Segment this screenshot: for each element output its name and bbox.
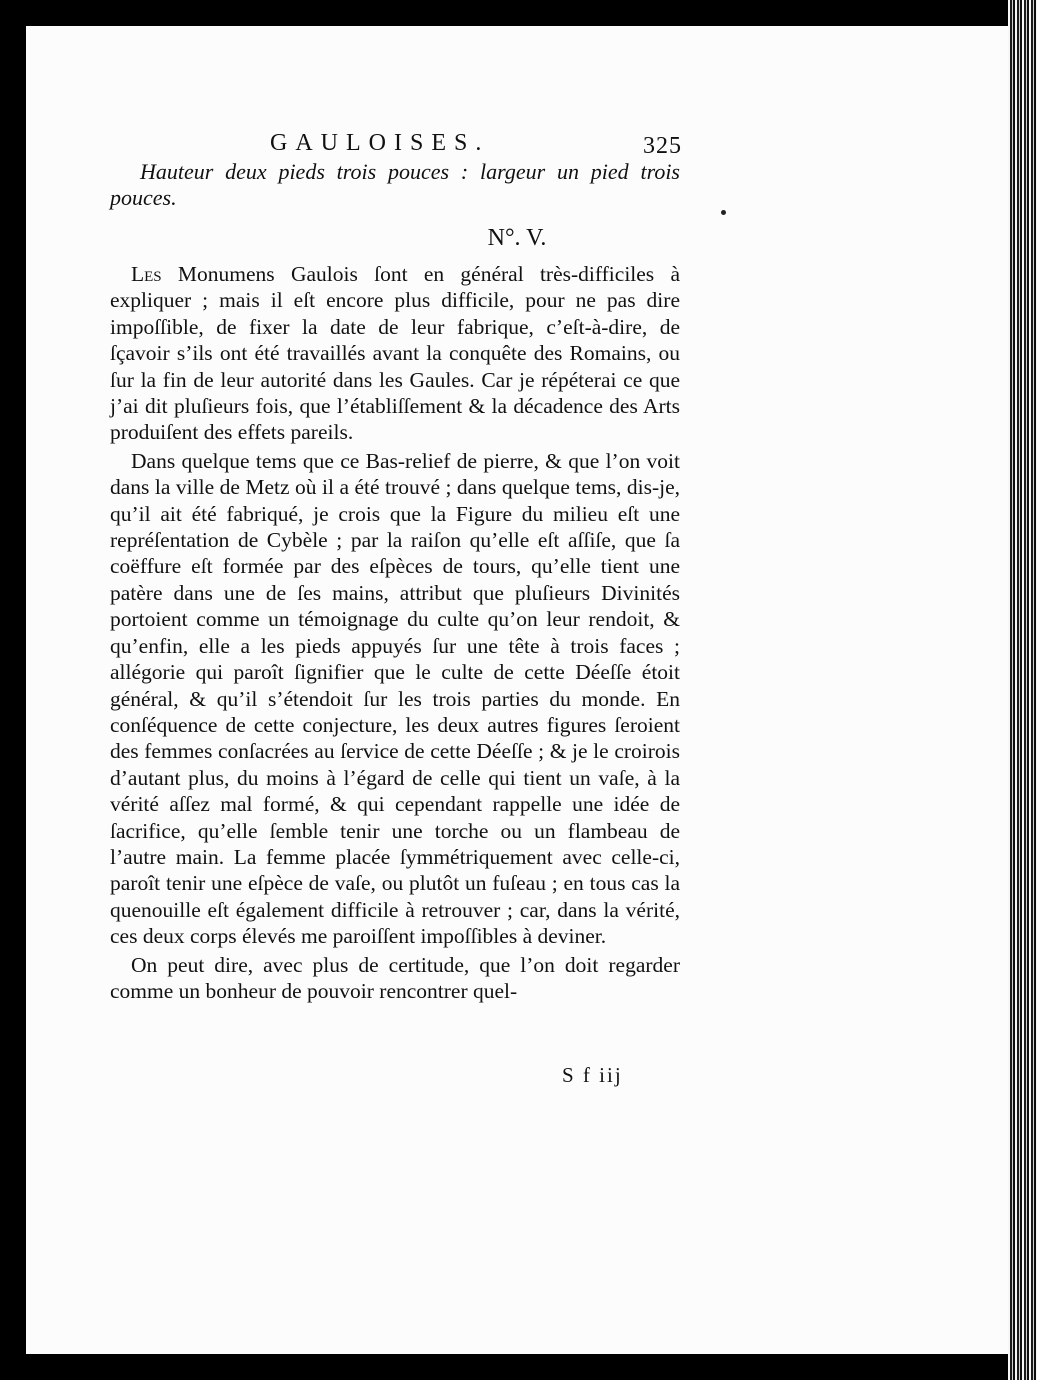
body-text [110, 261, 680, 1004]
paragraph-lead: Les [131, 262, 162, 286]
book-edge [1008, 0, 1037, 1380]
paragraph [110, 261, 680, 446]
dimensions-line-1: Hauteur deux pieds trois pouces : largeur un pied trois [140, 159, 680, 184]
dimensions-caption [110, 159, 680, 211]
signature-mark: S f iij [562, 1063, 623, 1087]
paragraph [110, 448, 680, 950]
section-title: N°. V. [487, 225, 547, 251]
paragraph-text: On peut dire, avec plus de certitude, que l’on doit regarder comme un bonheur de pouvoir rencontrer quel- [110, 952, 680, 1003]
paragraph [110, 952, 680, 1005]
book-page [26, 26, 1008, 1354]
dimensions-line-2: pouces. [110, 185, 177, 210]
paragraph-text: Monumens Gaulois ſont en général très-difficiles à expliquer ; mais il eſt encore plus difficile, pour ne pas dire impoſſible, de fixer la date de leur fabrique, c’eſt-à-dire, de ſçavoir s’ils ont été travaillés avant la conquête des Romains, ou ſur la fin de leur autorité dans les Gaules. Car je répéterai ce que j’ai dit pluſieurs fois, que l’établiſſement & la décadence des Arts produiſent des effets pareils. [110, 262, 680, 445]
paragraph-text: Dans quelque tems que ce Bas-relief de pierre, & que l’on voit dans la ville de Metz où il a été trouvé ; dans quelque tems, dis-je, qu’il ait été fabriqué, je crois que la Figure du milieu eſt une repréſentation de Cybèle ; par la raiſon qu’elle eſt aſſiſe, que ſa coëffure eſt formée par des eſpèces de tours, qu’elle tient une patère dans une de ſes mains, attribut que pluſieurs Divinités portoient comme un témoignage du culte qu’on leur rendoit, & qu’enfin, elle a les pieds appuyés ſur une tête à trois faces ; allégorie qui paroît ſignifier que le culte de cette Déeſſe étoit général, & qu’il s’étendoit ſur les trois parties du monde. En conſéquence de cette conjecture, les deux autres figures ſeroient des femmes conſacrées au ſervice de cette Déeſſe ; & je le croirois d’autant plus, du moins à l’égard de celle qui tient un vaſe, à la vérité aſſez mal formé, & qui cependant rappelle une idée de ſacrifice, qu’elle ſemble tenir une torche ou un flambeau de l’autre main. La femme placée ſymmétriquement avec celle-ci, paroît tenir une eſpèce de vaſe, ou plutôt un fuſeau ; en tous cas la quenouille eſt également difficile à retrouver ; car, dans la vérité, ces deux corps élevés me paroiſſent impoſſibles à deviner. [110, 448, 680, 949]
page-number: 325 [643, 133, 682, 159]
running-head: GAULOISES. [270, 130, 490, 156]
ink-speck [721, 210, 726, 215]
